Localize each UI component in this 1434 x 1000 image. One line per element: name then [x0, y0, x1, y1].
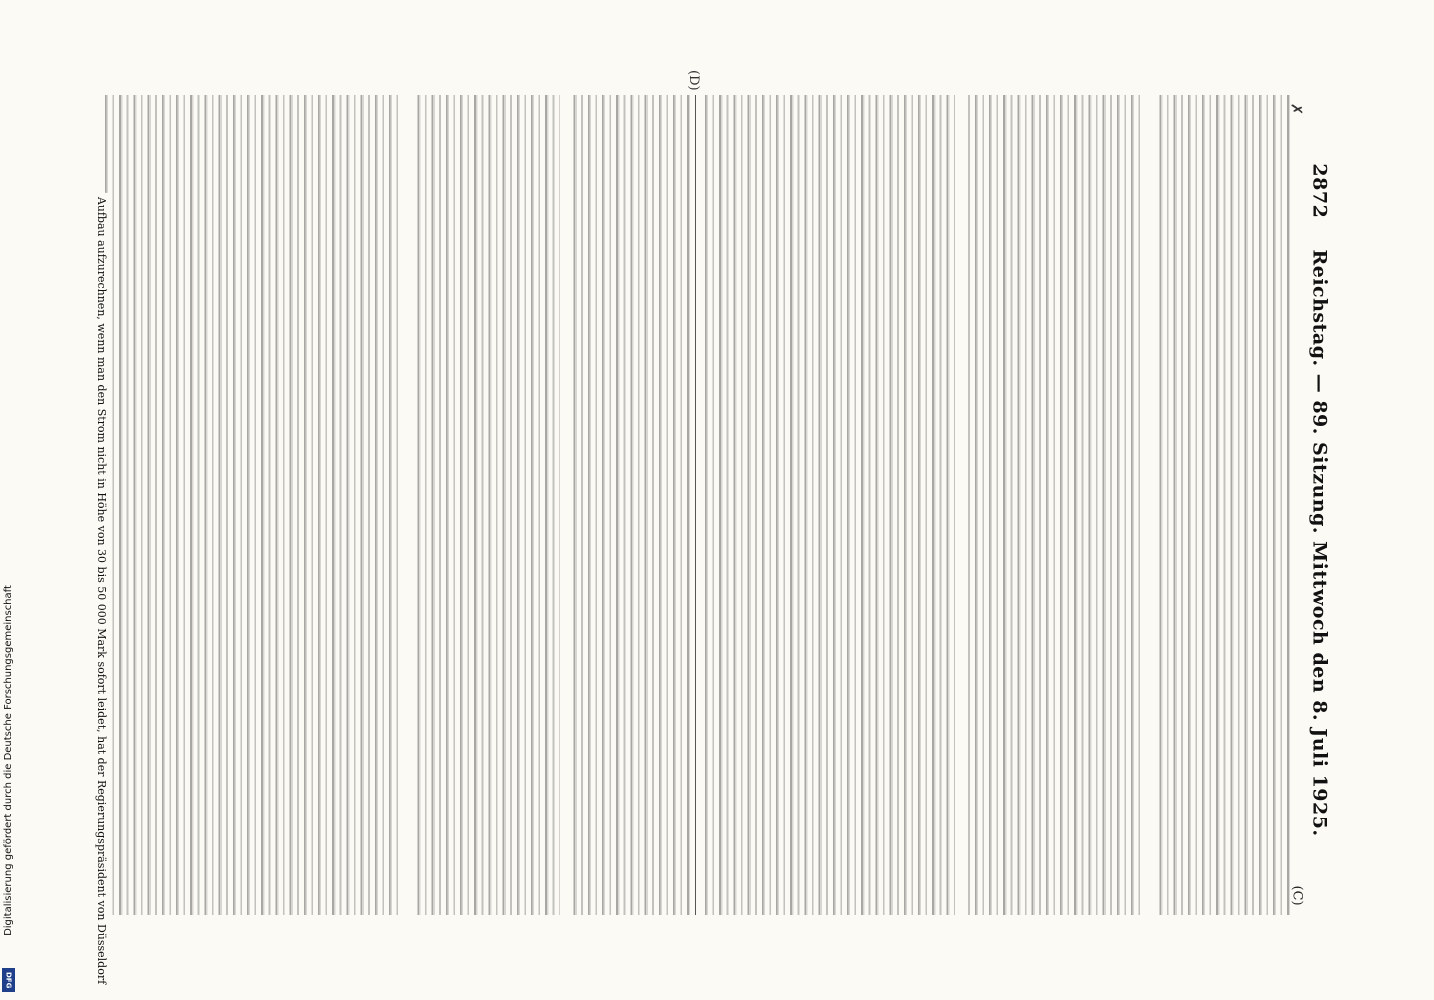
right-text-column [705, 95, 1290, 915]
column-divider [695, 95, 696, 915]
corner-mark: ✗ [1287, 102, 1306, 116]
digitization-note: Digitalisierung gefördert durch die Deutsche Forschungsgemeinschaft [2, 584, 14, 936]
column-marker-c: (C) [1289, 885, 1305, 906]
paragraph-break [1145, 95, 1157, 915]
running-title: Reichstag. — 89. Sitzung. Mittwoch den 8. Juli 1925. [1309, 249, 1331, 837]
page-number: 2872 [1309, 163, 1331, 219]
paragraph-break [403, 95, 415, 915]
dfg-logo: DFG [2, 968, 15, 992]
text-lines [105, 95, 690, 915]
left-text-column [105, 95, 690, 915]
paragraph-break [955, 95, 967, 915]
text-lines [705, 95, 1290, 915]
gutter-text-line: Aufbau aufzurechnen, wenn man den Strom nicht in Höhe von 30 bis 50 000 Mark sofort leidet, hat der Regierungspräsident von Düsseldorf [92, 380, 112, 800]
column-marker-d: (D) [686, 70, 701, 91]
paragraph-break [560, 95, 570, 915]
running-header [1300, 100, 1340, 900]
